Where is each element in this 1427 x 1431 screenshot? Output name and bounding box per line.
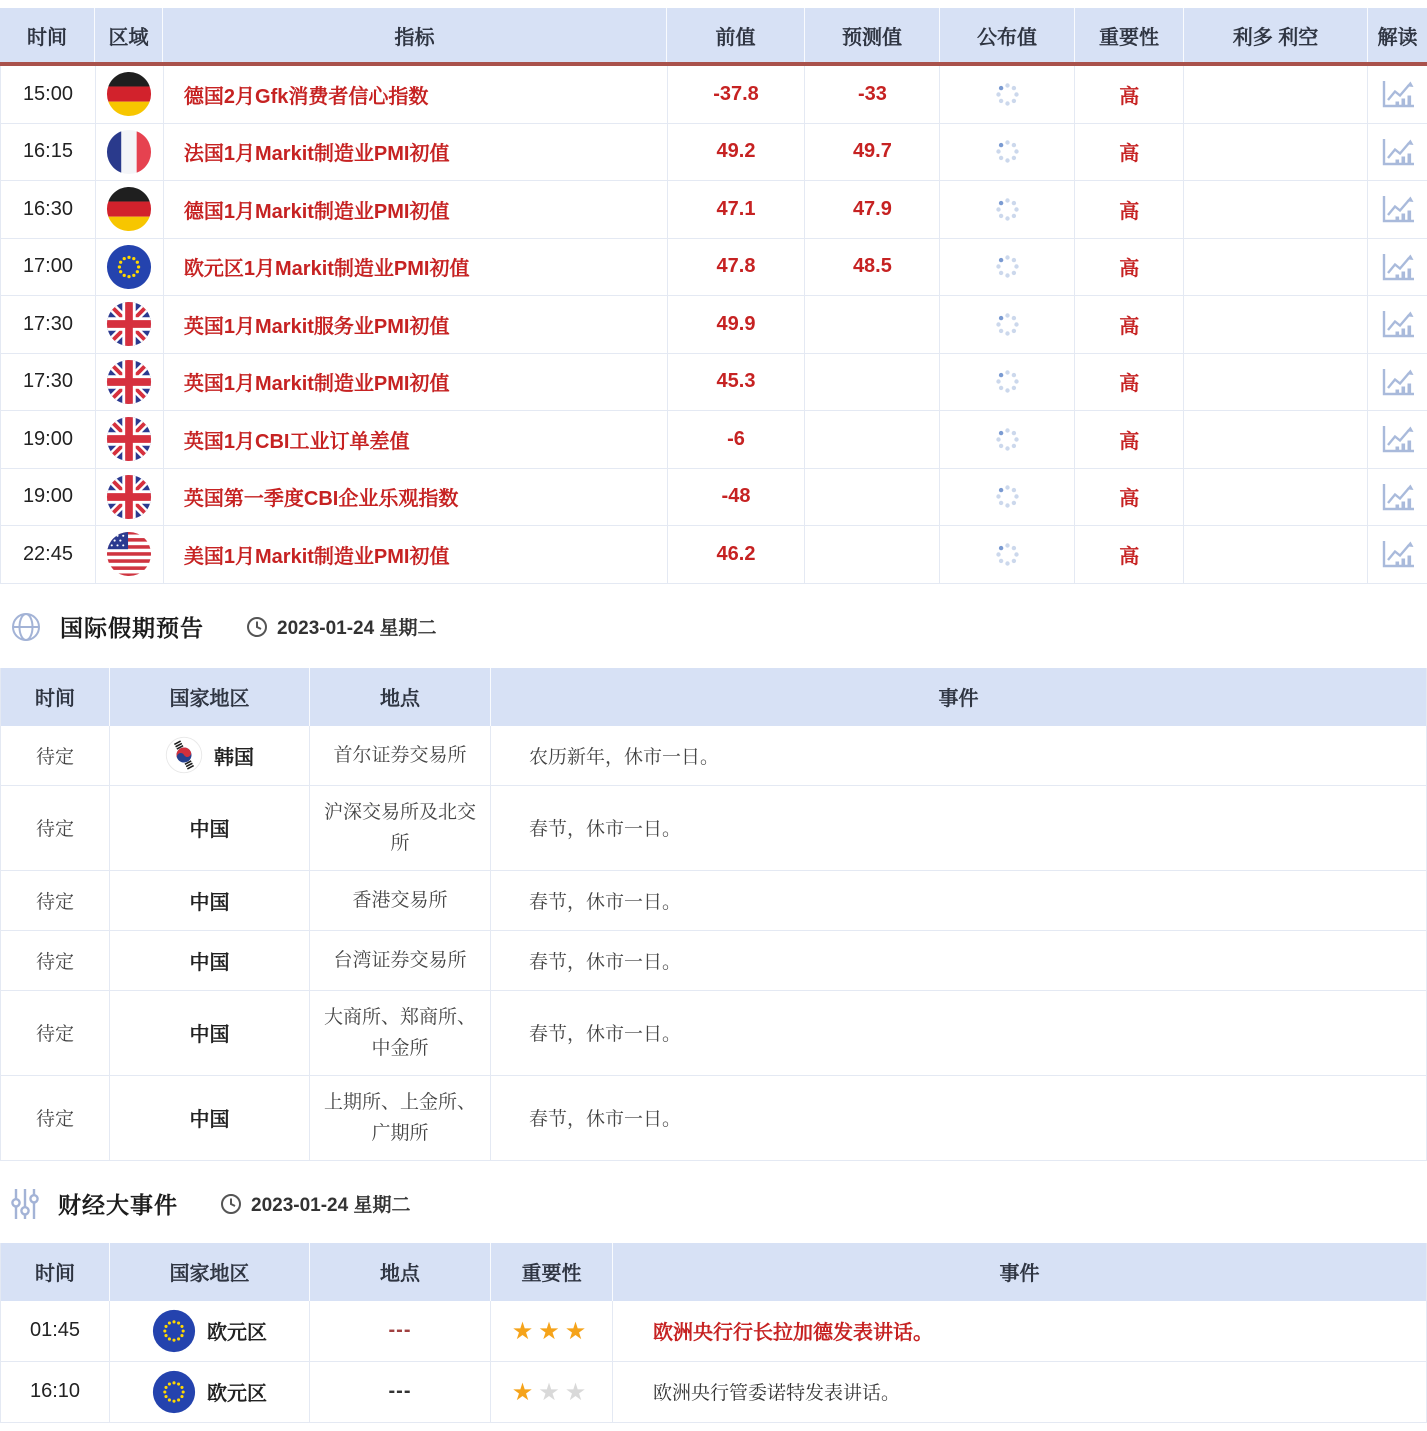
importance-cell: 高 <box>1075 239 1184 296</box>
country-cell <box>110 726 310 785</box>
indicator-cell <box>164 181 668 238</box>
clock-icon <box>246 616 268 638</box>
chart-icon[interactable] <box>1380 481 1416 513</box>
published-value-cell <box>940 411 1075 468</box>
indicator-cell <box>164 124 668 181</box>
header-indicator: 指标 <box>163 8 667 62</box>
bull-bear-cell <box>1184 469 1368 526</box>
importance-cell: 高 <box>1075 296 1184 353</box>
interpret-cell <box>1368 66 1427 123</box>
country-name: 欧元区 <box>207 1383 267 1405</box>
country-name: 中国 <box>189 951 230 974</box>
published-value-cell <box>940 124 1075 181</box>
calendar-header-row <box>0 8 1427 66</box>
eu-flag-icon <box>152 1309 196 1353</box>
forecast-value-cell <box>805 526 940 583</box>
published-value-cell <box>940 469 1075 526</box>
holiday-row <box>1 786 1426 871</box>
interpret-cell <box>1368 526 1427 583</box>
indicator-cell <box>164 469 668 526</box>
previous-value-cell: -6 <box>668 411 806 468</box>
importance-cell: 高 <box>1075 124 1184 181</box>
importance-stars <box>491 1362 613 1422</box>
previous-value-cell: 49.2 <box>668 124 806 181</box>
region-cell <box>96 469 164 526</box>
published-value-cell <box>940 296 1075 353</box>
header-time: 时间 <box>1 1243 110 1301</box>
chart-icon[interactable] <box>1380 366 1416 398</box>
chart-icon[interactable] <box>1380 308 1416 340</box>
country-name: 中国 <box>189 1109 230 1131</box>
region-cell <box>96 239 164 296</box>
time-cell: 15:00 <box>1 66 96 123</box>
time-cell: 17:30 <box>1 354 96 411</box>
published-value-cell <box>940 354 1075 411</box>
uk-flag-icon <box>106 359 152 405</box>
uk-flag-icon <box>106 416 152 462</box>
indicator-link[interactable]: 英国1月Markit制造业PMI初值 <box>183 373 450 396</box>
event-row <box>1 1301 1426 1362</box>
loading-spinner-icon <box>994 311 1021 338</box>
us-flag-icon <box>106 531 152 577</box>
time-cell: 01:45 <box>1 1301 110 1361</box>
time-cell: 待定 <box>1 871 110 930</box>
country-name: 欧元区 <box>207 1322 267 1344</box>
country-cell <box>110 931 310 990</box>
chart-icon[interactable] <box>1380 423 1416 455</box>
loading-spinner-icon <box>994 368 1021 395</box>
importance-cell: 高 <box>1075 469 1184 526</box>
header-importance: 重要性 <box>491 1243 613 1301</box>
calendar-row <box>0 181 1427 239</box>
star-icon: ★ <box>511 1378 539 1406</box>
calendar-row <box>0 296 1427 354</box>
indicator-cell <box>164 411 668 468</box>
bull-bear-cell <box>1184 124 1368 181</box>
uk-flag-icon <box>106 474 152 520</box>
loading-spinner-icon <box>994 253 1021 280</box>
published-value-cell <box>940 526 1075 583</box>
star-icon: ★ <box>564 1317 592 1345</box>
header-forecast: 预测值 <box>805 8 940 62</box>
previous-value-cell: 47.8 <box>668 239 806 296</box>
event-cell: 春节，休市一日。 <box>529 891 682 913</box>
events-table <box>0 1243 1427 1423</box>
header-published: 公布值 <box>940 8 1075 62</box>
holiday-rows <box>1 726 1426 1161</box>
indicator-link[interactable]: 美国1月Markit制造业PMI初值 <box>183 545 450 568</box>
economic-calendar-table <box>0 8 1427 584</box>
country-name: 中国 <box>189 1024 230 1046</box>
bull-bear-cell <box>1184 181 1368 238</box>
location-cell: 台湾证券交易所 <box>310 931 491 990</box>
chart-icon[interactable] <box>1380 251 1416 283</box>
loading-spinner-icon <box>994 81 1021 108</box>
time-cell: 16:15 <box>1 124 96 181</box>
korea-flag-icon <box>165 736 203 774</box>
published-value-cell <box>940 66 1075 123</box>
indicator-link[interactable]: 英国1月Markit服务业PMI初值 <box>183 315 450 338</box>
time-cell: 16:10 <box>1 1362 110 1422</box>
published-value-cell <box>940 239 1075 296</box>
loading-spinner-icon <box>994 541 1021 568</box>
time-cell: 22:45 <box>1 526 96 583</box>
bull-bear-cell <box>1184 66 1368 123</box>
header-interpret: 解读 <box>1377 26 1418 49</box>
location-cell: 首尔证券交易所 <box>310 726 491 785</box>
country-name: 中国 <box>189 891 230 914</box>
header-importance: 重要性 <box>1075 8 1184 62</box>
events-section-title: 财经大事件 <box>58 1192 178 1218</box>
importance-cell: 高 <box>1075 181 1184 238</box>
bull-bear-cell <box>1184 239 1368 296</box>
region-cell <box>96 296 164 353</box>
country-cell <box>110 786 310 870</box>
interpret-cell <box>1368 411 1427 468</box>
interpret-cell <box>1368 296 1427 353</box>
bull-bear-cell <box>1184 526 1368 583</box>
holiday-section-date <box>246 613 436 640</box>
chart-icon[interactable] <box>1380 193 1416 225</box>
forecast-value-cell: 49.7 <box>805 124 940 181</box>
holiday-date-text: 2023-01-24 星期二 <box>277 618 437 639</box>
germany-flag-icon <box>106 71 152 117</box>
previous-value-cell: 45.3 <box>668 354 806 411</box>
region-cell <box>96 526 164 583</box>
events-section-header <box>10 1183 1427 1225</box>
time-cell: 19:00 <box>1 469 96 526</box>
importance-cell: 高 <box>1075 411 1184 468</box>
loading-spinner-icon <box>994 483 1021 510</box>
france-flag-icon <box>106 129 152 175</box>
chart-icon[interactable] <box>1380 538 1416 570</box>
star-icon: ★ <box>538 1317 565 1345</box>
calendar-row <box>0 239 1427 297</box>
forecast-value-cell <box>805 469 940 526</box>
calendar-row <box>0 66 1427 124</box>
holiday-section-title: 国际假期预告 <box>60 615 204 641</box>
country-cell <box>110 871 310 930</box>
calendar-row <box>0 411 1427 469</box>
holiday-header-row <box>1 668 1426 726</box>
forecast-value-cell: 47.9 <box>805 181 940 238</box>
location-cell: 沪深交易所及北交所 <box>310 786 491 870</box>
country-name: 中国 <box>189 819 230 841</box>
forecast-value-cell: 48.5 <box>805 239 940 296</box>
header-event: 事件 <box>938 688 979 710</box>
indicator-link[interactable]: 德国2月Gfk消费者信心指数 <box>183 85 429 108</box>
previous-value-cell: -37.8 <box>668 66 806 123</box>
star-icon: ★ <box>511 1317 539 1345</box>
event-cell: 农历新年，休市一日。 <box>529 746 720 768</box>
header-country: 国家地区 <box>110 1243 310 1301</box>
time-cell: 待定 <box>1 931 110 990</box>
eu-flag-icon <box>152 1370 196 1414</box>
holiday-row <box>1 871 1426 931</box>
events-date-text: 2023-01-24 星期二 <box>251 1195 411 1216</box>
region-cell <box>96 66 164 123</box>
uk-flag-icon <box>106 301 152 347</box>
time-cell: 待定 <box>1 726 110 785</box>
indicator-link[interactable]: 英国1月CBI工业订单差值 <box>183 430 410 453</box>
indicator-link[interactable]: 英国第一季度CBI企业乐观指数 <box>183 488 459 511</box>
time-cell: 待定 <box>1 1076 110 1160</box>
time-cell: 17:30 <box>1 296 96 353</box>
country-cell <box>110 1362 310 1422</box>
loading-spinner-icon <box>994 138 1021 165</box>
previous-value-cell: 47.1 <box>668 181 806 238</box>
region-cell <box>96 181 164 238</box>
event-cell: 春节，休市一日。 <box>529 951 682 973</box>
event-cell: 春节，休市一日。 <box>529 819 682 840</box>
clock-icon <box>220 1193 242 1215</box>
star-icon: ★ <box>538 1378 565 1406</box>
interpret-cell <box>1368 469 1427 526</box>
country-name: 韩国 <box>214 746 254 769</box>
interpret-cell <box>1368 181 1427 238</box>
loading-spinner-icon <box>994 196 1021 223</box>
interpret-cell <box>1368 239 1427 296</box>
location-cell: 上期所、上金所、广期所 <box>310 1076 491 1160</box>
event-text: 欧洲央行管委诺特发表讲话。 <box>653 1383 901 1404</box>
importance-cell: 高 <box>1075 66 1184 123</box>
time-cell: 17:00 <box>1 239 96 296</box>
event-cell <box>613 1301 1426 1361</box>
indicator-cell <box>164 66 668 123</box>
header-location: 地点 <box>310 1243 491 1301</box>
country-cell <box>110 991 310 1075</box>
event-text[interactable]: 欧洲央行行长拉加德发表讲话。 <box>653 1322 933 1344</box>
holiday-row <box>1 726 1426 786</box>
events-header-row <box>1 1243 1426 1301</box>
chart-icon[interactable] <box>1380 78 1416 110</box>
calendar-row <box>0 354 1427 412</box>
location-cell: --- <box>310 1362 491 1422</box>
importance-cell: 高 <box>1075 354 1184 411</box>
holiday-row <box>1 931 1426 991</box>
indicator-link[interactable]: 德国1月Markit制造业PMI初值 <box>183 200 450 223</box>
header-time: 时间 <box>0 8 95 62</box>
published-value-cell <box>940 181 1075 238</box>
location-cell: --- <box>310 1301 491 1361</box>
country-cell <box>110 1301 310 1361</box>
indicator-link[interactable]: 法国1月Markit制造业PMI初值 <box>183 143 450 166</box>
header-previous: 前值 <box>667 8 805 62</box>
calendar-row <box>0 526 1427 584</box>
events-section-date <box>220 1190 410 1217</box>
previous-value-cell: -48 <box>668 469 806 526</box>
indicator-cell <box>164 526 668 583</box>
loading-spinner-icon <box>994 426 1021 453</box>
header-bull-bear: 利多 利空 <box>1184 8 1368 62</box>
calendar-rows <box>0 66 1427 584</box>
time-cell: 16:30 <box>1 181 96 238</box>
holiday-table <box>0 668 1427 1161</box>
country-cell <box>110 1076 310 1160</box>
importance-stars <box>491 1301 613 1361</box>
bull-bear-cell <box>1184 296 1368 353</box>
region-cell <box>96 354 164 411</box>
header-location: 地点 <box>310 668 491 726</box>
holiday-section-header <box>10 606 1427 648</box>
time-cell: 待定 <box>1 991 110 1075</box>
calendar-row <box>0 469 1427 527</box>
interpret-cell <box>1368 354 1427 411</box>
indicator-cell <box>164 296 668 353</box>
event-cell: 春节，休市一日。 <box>529 1109 682 1130</box>
event-cell: 春节，休市一日。 <box>529 1024 682 1045</box>
importance-cell: 高 <box>1075 526 1184 583</box>
indicator-cell <box>164 354 668 411</box>
eu-flag-icon <box>106 244 152 290</box>
region-cell <box>96 411 164 468</box>
star-icon: ★ <box>564 1378 592 1406</box>
time-cell: 19:00 <box>1 411 96 468</box>
region-cell <box>96 124 164 181</box>
indicator-link[interactable]: 欧元区1月Markit制造业PMI初值 <box>183 258 470 281</box>
holiday-row <box>1 991 1426 1076</box>
bull-bear-cell <box>1184 354 1368 411</box>
location-cell: 香港交易所 <box>310 871 491 930</box>
time-cell: 待定 <box>1 786 110 870</box>
previous-value-cell: 46.2 <box>668 526 806 583</box>
calendar-row <box>0 124 1427 182</box>
location-cell: 大商所、郑商所、中金所 <box>310 991 491 1075</box>
forecast-value-cell <box>805 411 940 468</box>
header-event: 事件 <box>999 1263 1040 1285</box>
event-cell <box>613 1362 1426 1422</box>
header-time: 时间 <box>1 668 110 726</box>
globe-icon <box>10 611 42 643</box>
events-rows <box>1 1301 1426 1423</box>
header-region: 区域 <box>95 8 163 62</box>
previous-value-cell: 49.9 <box>668 296 806 353</box>
holiday-row <box>1 1076 1426 1161</box>
event-row <box>1 1362 1426 1423</box>
bull-bear-cell <box>1184 411 1368 468</box>
forecast-value-cell <box>805 354 940 411</box>
chart-icon[interactable] <box>1380 136 1416 168</box>
header-country: 国家地区 <box>110 668 310 726</box>
forecast-value-cell <box>805 296 940 353</box>
indicator-cell <box>164 239 668 296</box>
interpret-cell <box>1368 124 1427 181</box>
germany-flag-icon <box>106 186 152 232</box>
sliders-icon <box>10 1187 40 1221</box>
forecast-value-cell: -33 <box>805 66 940 123</box>
